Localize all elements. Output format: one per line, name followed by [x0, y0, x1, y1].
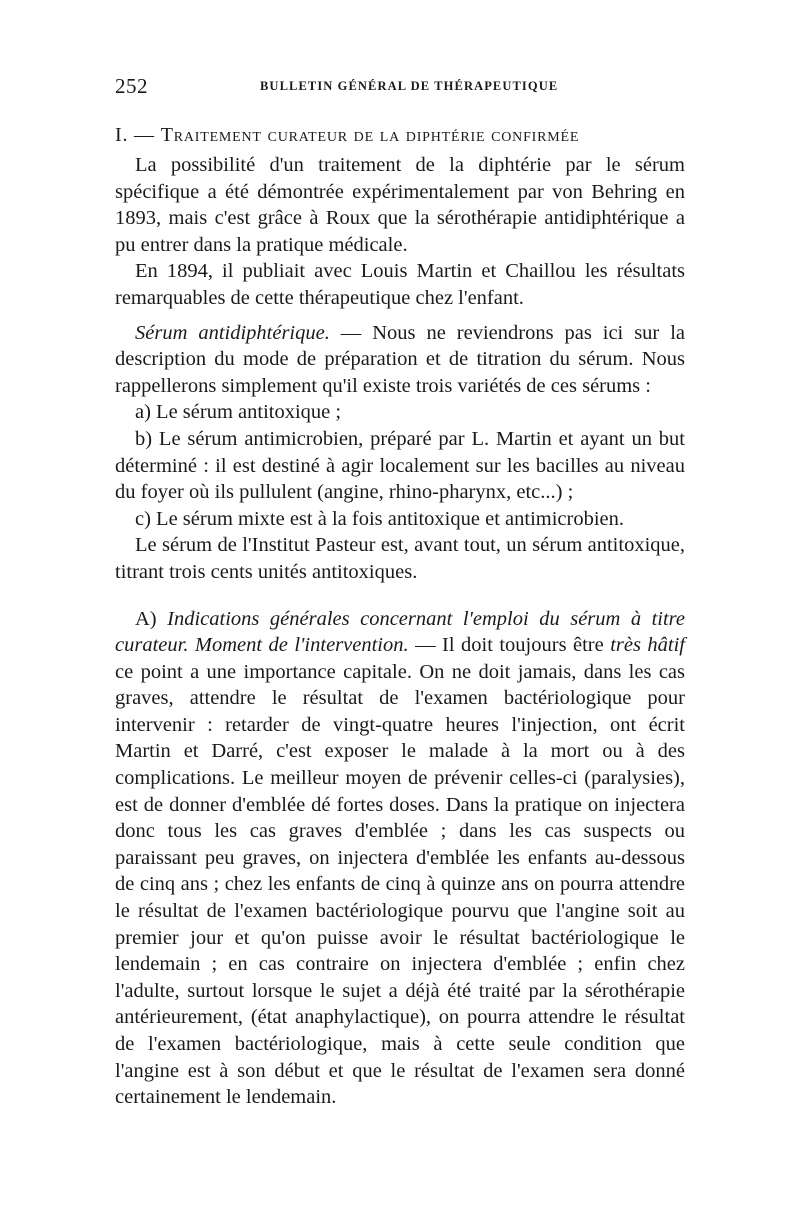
- list-item-b: b) Le sérum antimicrobien, préparé par L. Martin et ayant un but déterminé : il est destiné à agir localement sur les bacilles au niveau du foyer où ils pullulent (angine, rhino-pharynx, etc...) ;: [115, 427, 685, 504]
- section-number: I. —: [115, 124, 155, 146]
- paragraph-5-heading: Indications générales concernant l'emploi du sérum à titre curateur. Moment de l'intervention.: [115, 607, 685, 657]
- section-heading: [115, 124, 705, 147]
- paragraph-2: En 1894, il publiait avec Louis Martin et Chaillou les résultats remarquables de cette thérapeutique chez l'enfant.: [115, 260, 685, 309]
- paragraph-5-emphasis: très hâtif: [610, 634, 685, 657]
- paragraph-5-text: ce point a une importance capitale. On ne doit jamais, dans les cas graves, attendre le résultat de l'examen bactériologique pour intervenir : retarder de vingt-quatre heures l'injection, ont écrit Martin et Darré, c'est exposer le malade à la mort ou à des complications. Le meilleur moyen de prévenir celles-ci (paralysies), est de donner d'emblée dé fortes doses. Dans la pratique on injectera donc tous les cas graves d'emblée ; dans les cas suspects ou paraissant peu graves, on injectera d'emblée les enfants au-dessous de cinq ans ; chez les enfants de cinq à quinze ans on pourra attendre le résultat de l'examen bactériologique pourvu que l'angine soit au premier jour et qu'on puisse avoir le résultat bactériologique le lendemain ; en cas contraire on injectera d'emblée ; enfin chez l'adulte, surtout lorsque le sujet a déjà été traité par la sérothérapie antérieurement, (état anaphylactique), on pourra attendre le résultat de l'examen bactériologique, mais à cette seule condition que l'angine est à son début et que le résultat de l'examen sera donné certainement le lendemain.: [115, 660, 685, 1109]
- paragraph-5-lead: A): [135, 607, 168, 630]
- paragraph-5: [115, 606, 685, 1111]
- paragraph-3-heading: Sérum antidiphtérique.: [135, 321, 330, 344]
- paragraph-4: Le sérum de l'Institut Pasteur est, avant tout, un sérum antitoxique, titrant trois cents unités antitoxiques.: [115, 534, 685, 583]
- paragraph-5-mid: — Il doit toujours être: [408, 634, 611, 657]
- body-text: [115, 152, 685, 1111]
- journal-title: BULLETIN GÉNÉRAL DE THÉRAPEUTIQUE: [260, 79, 559, 93]
- list-item-c: c) Le sérum mixte est à la fois antitoxique et antimicrobien.: [135, 507, 624, 530]
- running-head: [115, 74, 685, 98]
- section-title: Traitement curateur de la diphtérie confirmée: [160, 124, 580, 146]
- paragraph-3: [115, 320, 685, 400]
- list-item-a: a) Le sérum antitoxique ;: [135, 401, 342, 424]
- page-number: 252: [115, 74, 148, 98]
- paragraph-3-text: — Nous ne reviendrons pas ici sur la description du mode de préparation et de titration du sérum. Nous rappellerons simplement qu'il existe trois variétés de ces sérums :: [115, 321, 685, 397]
- paragraph-1: La possibilité d'un traitement de la diphtérie par le sérum spécifique a été démontrée expérimentalement par von Behring en 1893, mais c'est grâce à Roux que la sérothérapie antidiphtérique a pu entrer dans la pratique médicale.: [115, 154, 685, 256]
